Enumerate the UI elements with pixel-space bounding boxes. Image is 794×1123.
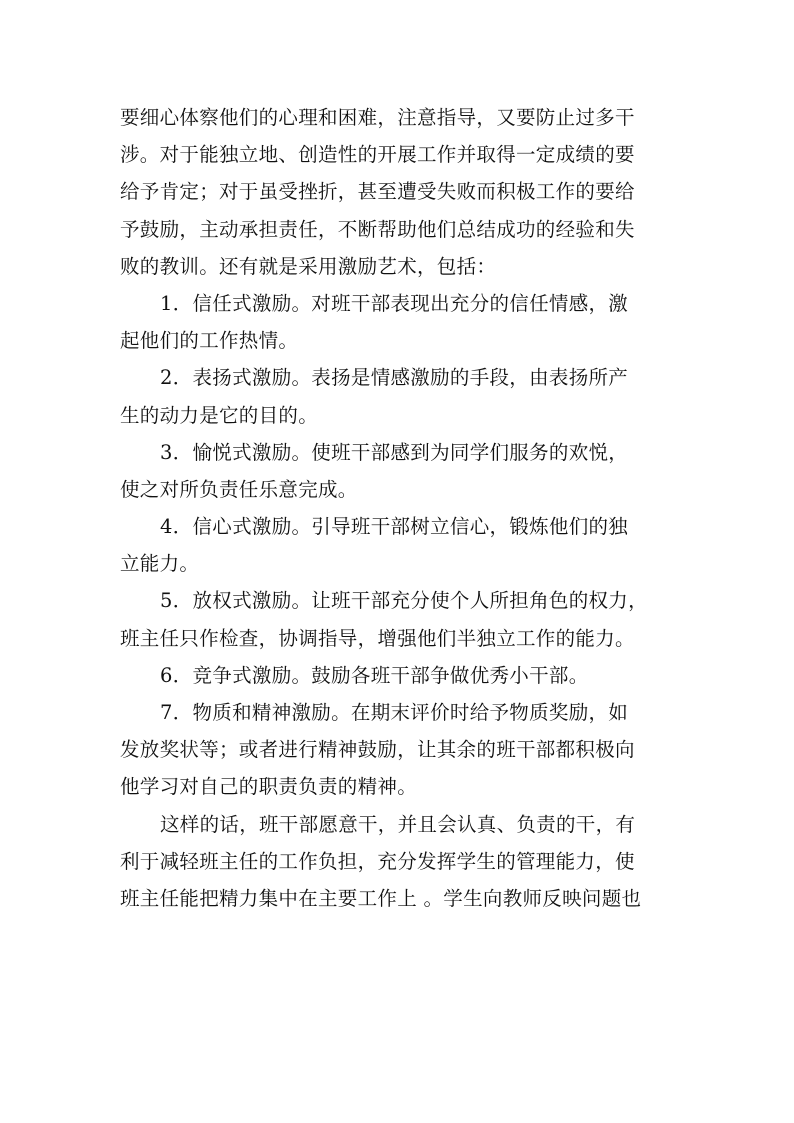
list-item-3: 3．愉悦式激励。使班干部感到为同学们服务的欢悦， bbox=[160, 440, 629, 464]
text-line: 予鼓励，主动承担责任，不断帮助他们总结成功的经验和失 bbox=[120, 217, 635, 241]
list-item-7: 7．物质和精神激励。在期末评价时给予物质奖励，如 bbox=[160, 701, 629, 724]
body-text bbox=[120, 99, 700, 917]
paragraph-start: 这样的话，班干部愿意干，并且会认真、负责的干，有 bbox=[160, 812, 636, 836]
text-line: 使之对所负责任乐意完成。 bbox=[120, 477, 358, 501]
text-line: 他学习对自己的职责负责的精神。 bbox=[120, 775, 418, 799]
text-line: 涉。对于能独立地、创造性的开展工作并取得一定成绩的要 bbox=[120, 143, 635, 167]
text-line: 起他们的工作热情。 bbox=[120, 329, 299, 353]
text-line: 利于减轻班主任的工作负担，充分发挥学生的管理能力，使 bbox=[120, 849, 635, 873]
list-item-2: 2．表扬式激励。表扬是情感激励的手段，由表扬所产 bbox=[160, 366, 629, 390]
text-line: 班主任只作检查，协调指导，增强他们半独立工作的能力。 bbox=[120, 626, 635, 650]
text-line: 败的教训。还有就是采用激励艺术，包括： bbox=[120, 254, 497, 278]
list-item-1: 1．信任式激励。对班干部表现出充分的信任情感，激 bbox=[160, 291, 629, 315]
text-line: 要细心体察他们的心理和困难，注意指导，又要防止过多干 bbox=[120, 106, 635, 129]
text-line: 立能力。 bbox=[120, 552, 200, 576]
text-line: 给予肯定；对于虽受挫折，甚至遭受失败而积极工作的要给 bbox=[120, 180, 635, 204]
text-line: 生的动力是它的目的。 bbox=[120, 403, 319, 427]
list-item-6: 6．竞争式激励。鼓励各班干部争做优秀小干部。 bbox=[160, 663, 589, 687]
text-line: 班主任能把精力集中在主要工作上 。学生向教师反映问题也 bbox=[120, 886, 642, 910]
list-item-4: 4．信心式激励。引导班干部树立信心，锻炼他们的独 bbox=[160, 515, 629, 539]
list-item-5: 5．放权式激励。让班干部充分使个人所担角色的权力， bbox=[160, 589, 648, 613]
text-line: 发放奖状等；或者进行精神鼓励，让其余的班干部都积极向 bbox=[120, 738, 635, 762]
